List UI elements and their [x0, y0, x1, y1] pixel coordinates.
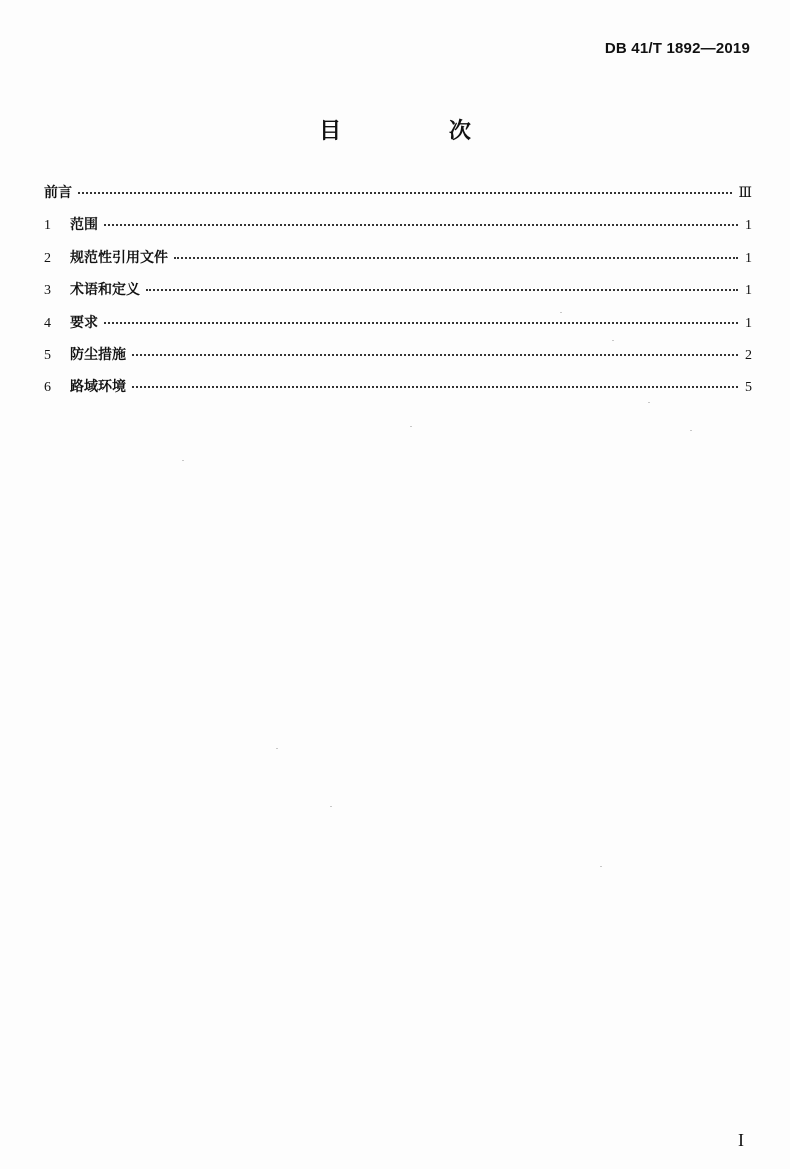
toc-entry-number: 6: [44, 380, 51, 396]
toc-entry-number: 4: [44, 315, 51, 331]
standard-code: DB 41/T 1892—2019: [604, 40, 750, 57]
toc-entry-foreword[interactable]: [44, 182, 752, 214]
toc-dot-leader: [146, 289, 738, 291]
scan-speck: [276, 748, 278, 749]
toc-entry-scope[interactable]: [44, 214, 752, 246]
toc-entry-label: 前言: [44, 185, 72, 201]
toc-entry-label: 防尘措施: [70, 346, 126, 363]
toc-entry-page: 1: [745, 315, 752, 331]
toc-entry-normative-references[interactable]: [44, 247, 752, 279]
scan-speck: [182, 460, 184, 461]
toc-entry-number: 2: [44, 250, 51, 266]
scan-speck: [648, 402, 650, 403]
toc-list: [44, 182, 752, 409]
toc-entry-number: 5: [44, 347, 51, 363]
page-number: I: [738, 1130, 744, 1150]
toc-entry-page: 1: [745, 250, 752, 266]
scan-speck: [612, 340, 614, 341]
scan-speck: [410, 426, 412, 427]
toc-dot-leader: [174, 257, 738, 259]
toc-entry-label: 术语和定义: [70, 282, 140, 299]
toc-entry-requirements[interactable]: [44, 312, 752, 344]
toc-entry-number: 1: [44, 218, 51, 234]
toc-entry-label: 范围: [70, 217, 98, 234]
toc-entry-page: Ⅲ: [738, 186, 752, 201]
toc-dot-leader: [132, 386, 738, 388]
toc-entry-label: 规范性引用文件: [70, 249, 168, 266]
toc-entry-page: 5: [745, 380, 752, 396]
toc-dot-leader: [104, 224, 738, 226]
toc-entry-page: 1: [745, 218, 752, 234]
scan-speck: [600, 866, 602, 867]
toc-entry-label: 路域环境: [70, 379, 126, 396]
scan-speck: [690, 430, 692, 431]
scan-speck: [560, 312, 562, 313]
toc-dot-leader: [132, 354, 738, 356]
toc-entry-dust-measures[interactable]: [44, 344, 752, 376]
toc-entry-page: 2: [745, 347, 752, 363]
toc-dot-leader: [78, 192, 732, 194]
toc-dot-leader: [104, 322, 738, 324]
toc-entry-terms-definitions[interactable]: [44, 279, 752, 311]
toc-entry-label: 要求: [70, 314, 98, 331]
toc-entry-road-environment[interactable]: [44, 376, 752, 408]
toc-entry-page: 1: [745, 283, 752, 299]
toc-title: 目 次: [319, 119, 521, 144]
toc-entry-number: 3: [44, 283, 51, 299]
scan-speck: [330, 806, 332, 807]
